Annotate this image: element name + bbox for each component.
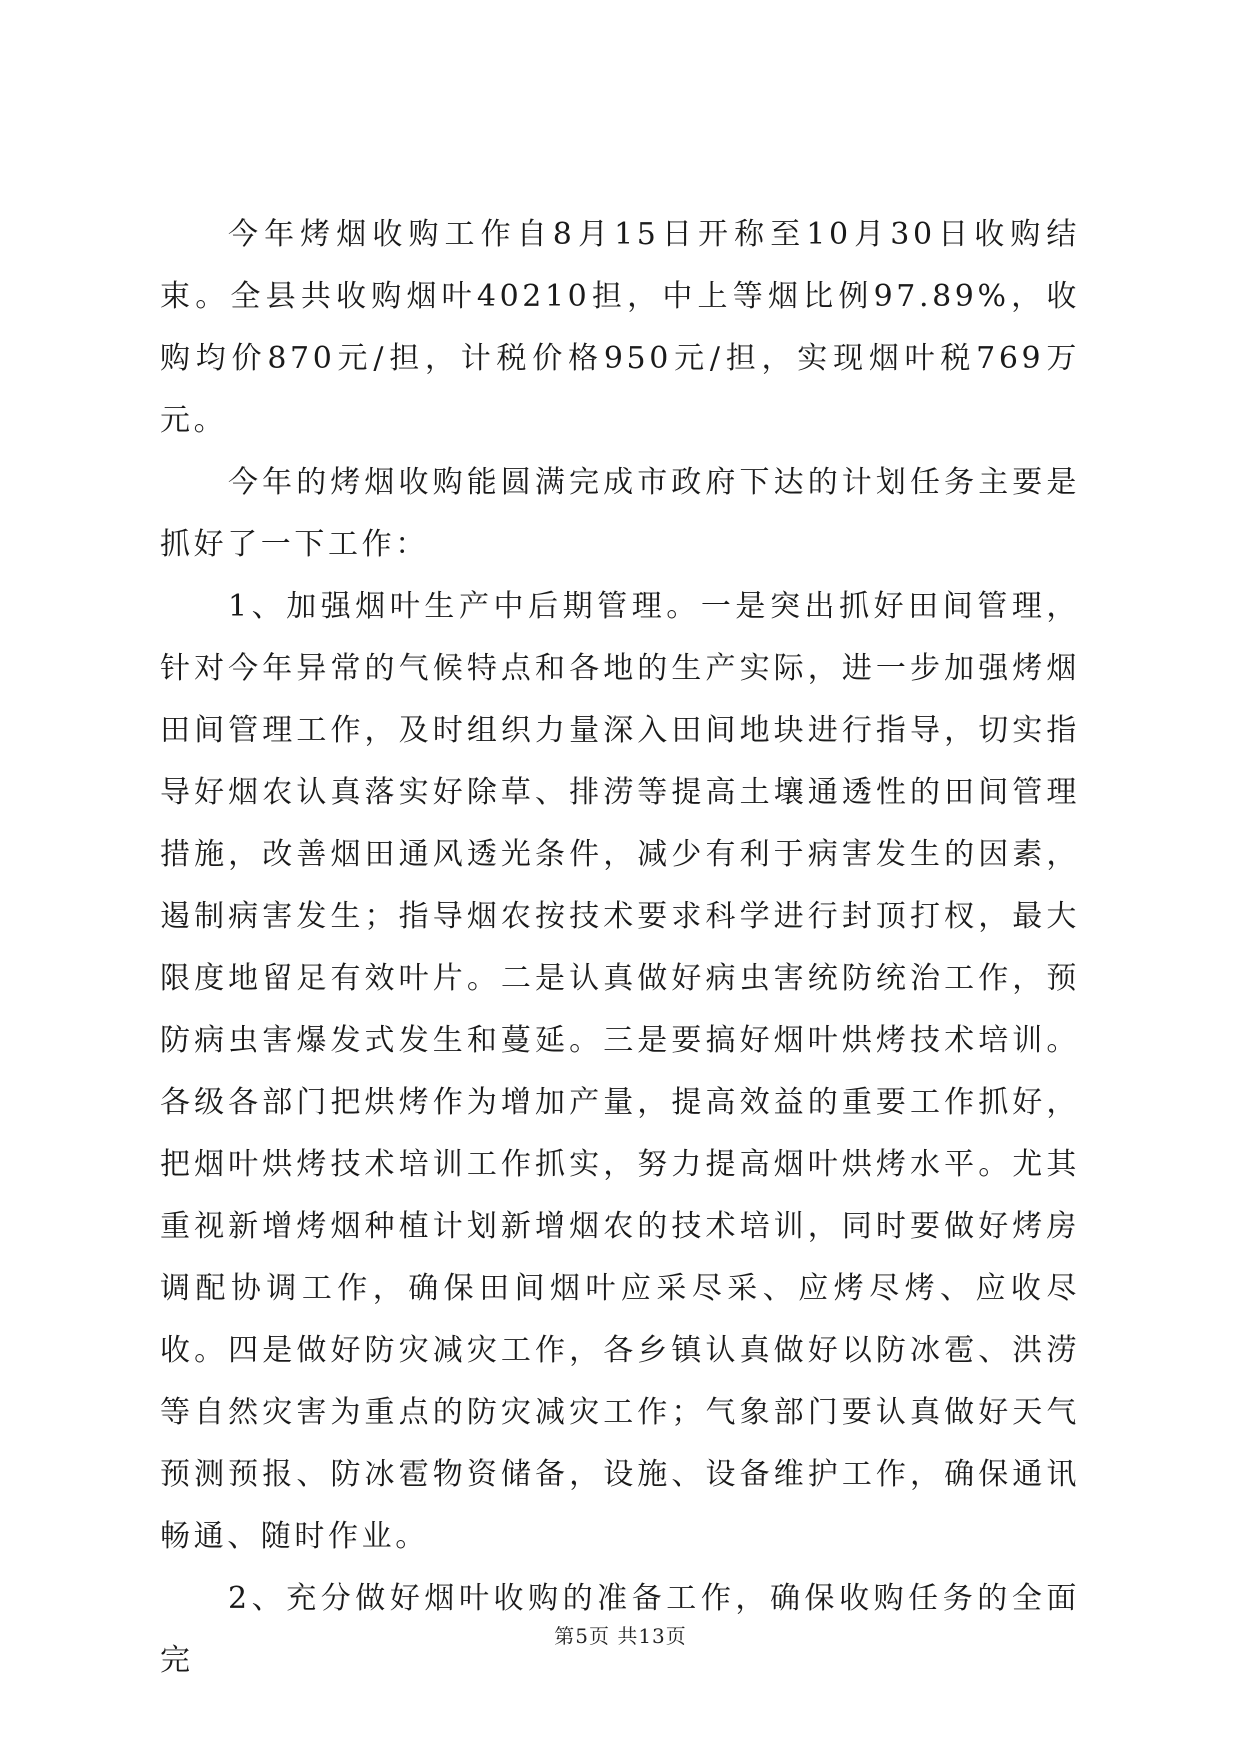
paragraph-item-2: 2、充分做好烟叶收购的准备工作，确保收购任务的全面完: [160, 1581, 1080, 1678]
paragraph-intro: 今年的烤烟收购能圆满完成市政府下达的计划任务主要是抓好了一下工作：: [160, 465, 1080, 562]
paragraph-summary: 今年烤烟收购工作自8月15日开称至10月30日收购结束。全县共收购烟叶40210担，中上等烟比例97.89%，收购均价870元/担，计税价格950元/担，实现烟叶税769万元。: [160, 217, 1080, 438]
page-number-footer: 第5页 共13页: [554, 1624, 687, 1648]
paragraph-item-1: 1、加强烟叶生产中后期管理。一是突出抓好田间管理，针对今年异常的气候特点和各地的生产实际，进一步加强烤烟田间管理工作，及时组织力量深入田间地块进行指导，切实指导好烟农认真落实好除草、排涝等提高土壤通透性的田间管理措施，改善烟田通风透光条件，减少有利于病害发生的因素，遏制病害发生；指导烟农按技术要求科学进行封顶打杈，最大限度地留足有效叶片。二是认真做好病虫害统防统治工作，预防病虫害爆发式发生和蔓延。三是要搞好烟叶烘烤技术培训。各级各部门把烘烤作为增加产量，提高效益的重要工作抓好，把烟叶烘烤技术培训工作抓实，努力提高烟叶烘烤水平。尤其重视新增烤烟种植计划新增烟农的技术培训，同时要做好烤房调配协调工作，确保田间烟叶应采尽采、应烤尽烤、应收尽收。四是做好防灾减灾工作，各乡镇认真做好以防冰雹、洪涝等自然灾害为重点的防灾减灾工作；气象部门要认真做好天气预测预报、防冰雹物资储备，设施、设备维护工作，确保通讯畅通、随时作业。: [160, 589, 1080, 1554]
document-body: [160, 204, 1080, 1692]
